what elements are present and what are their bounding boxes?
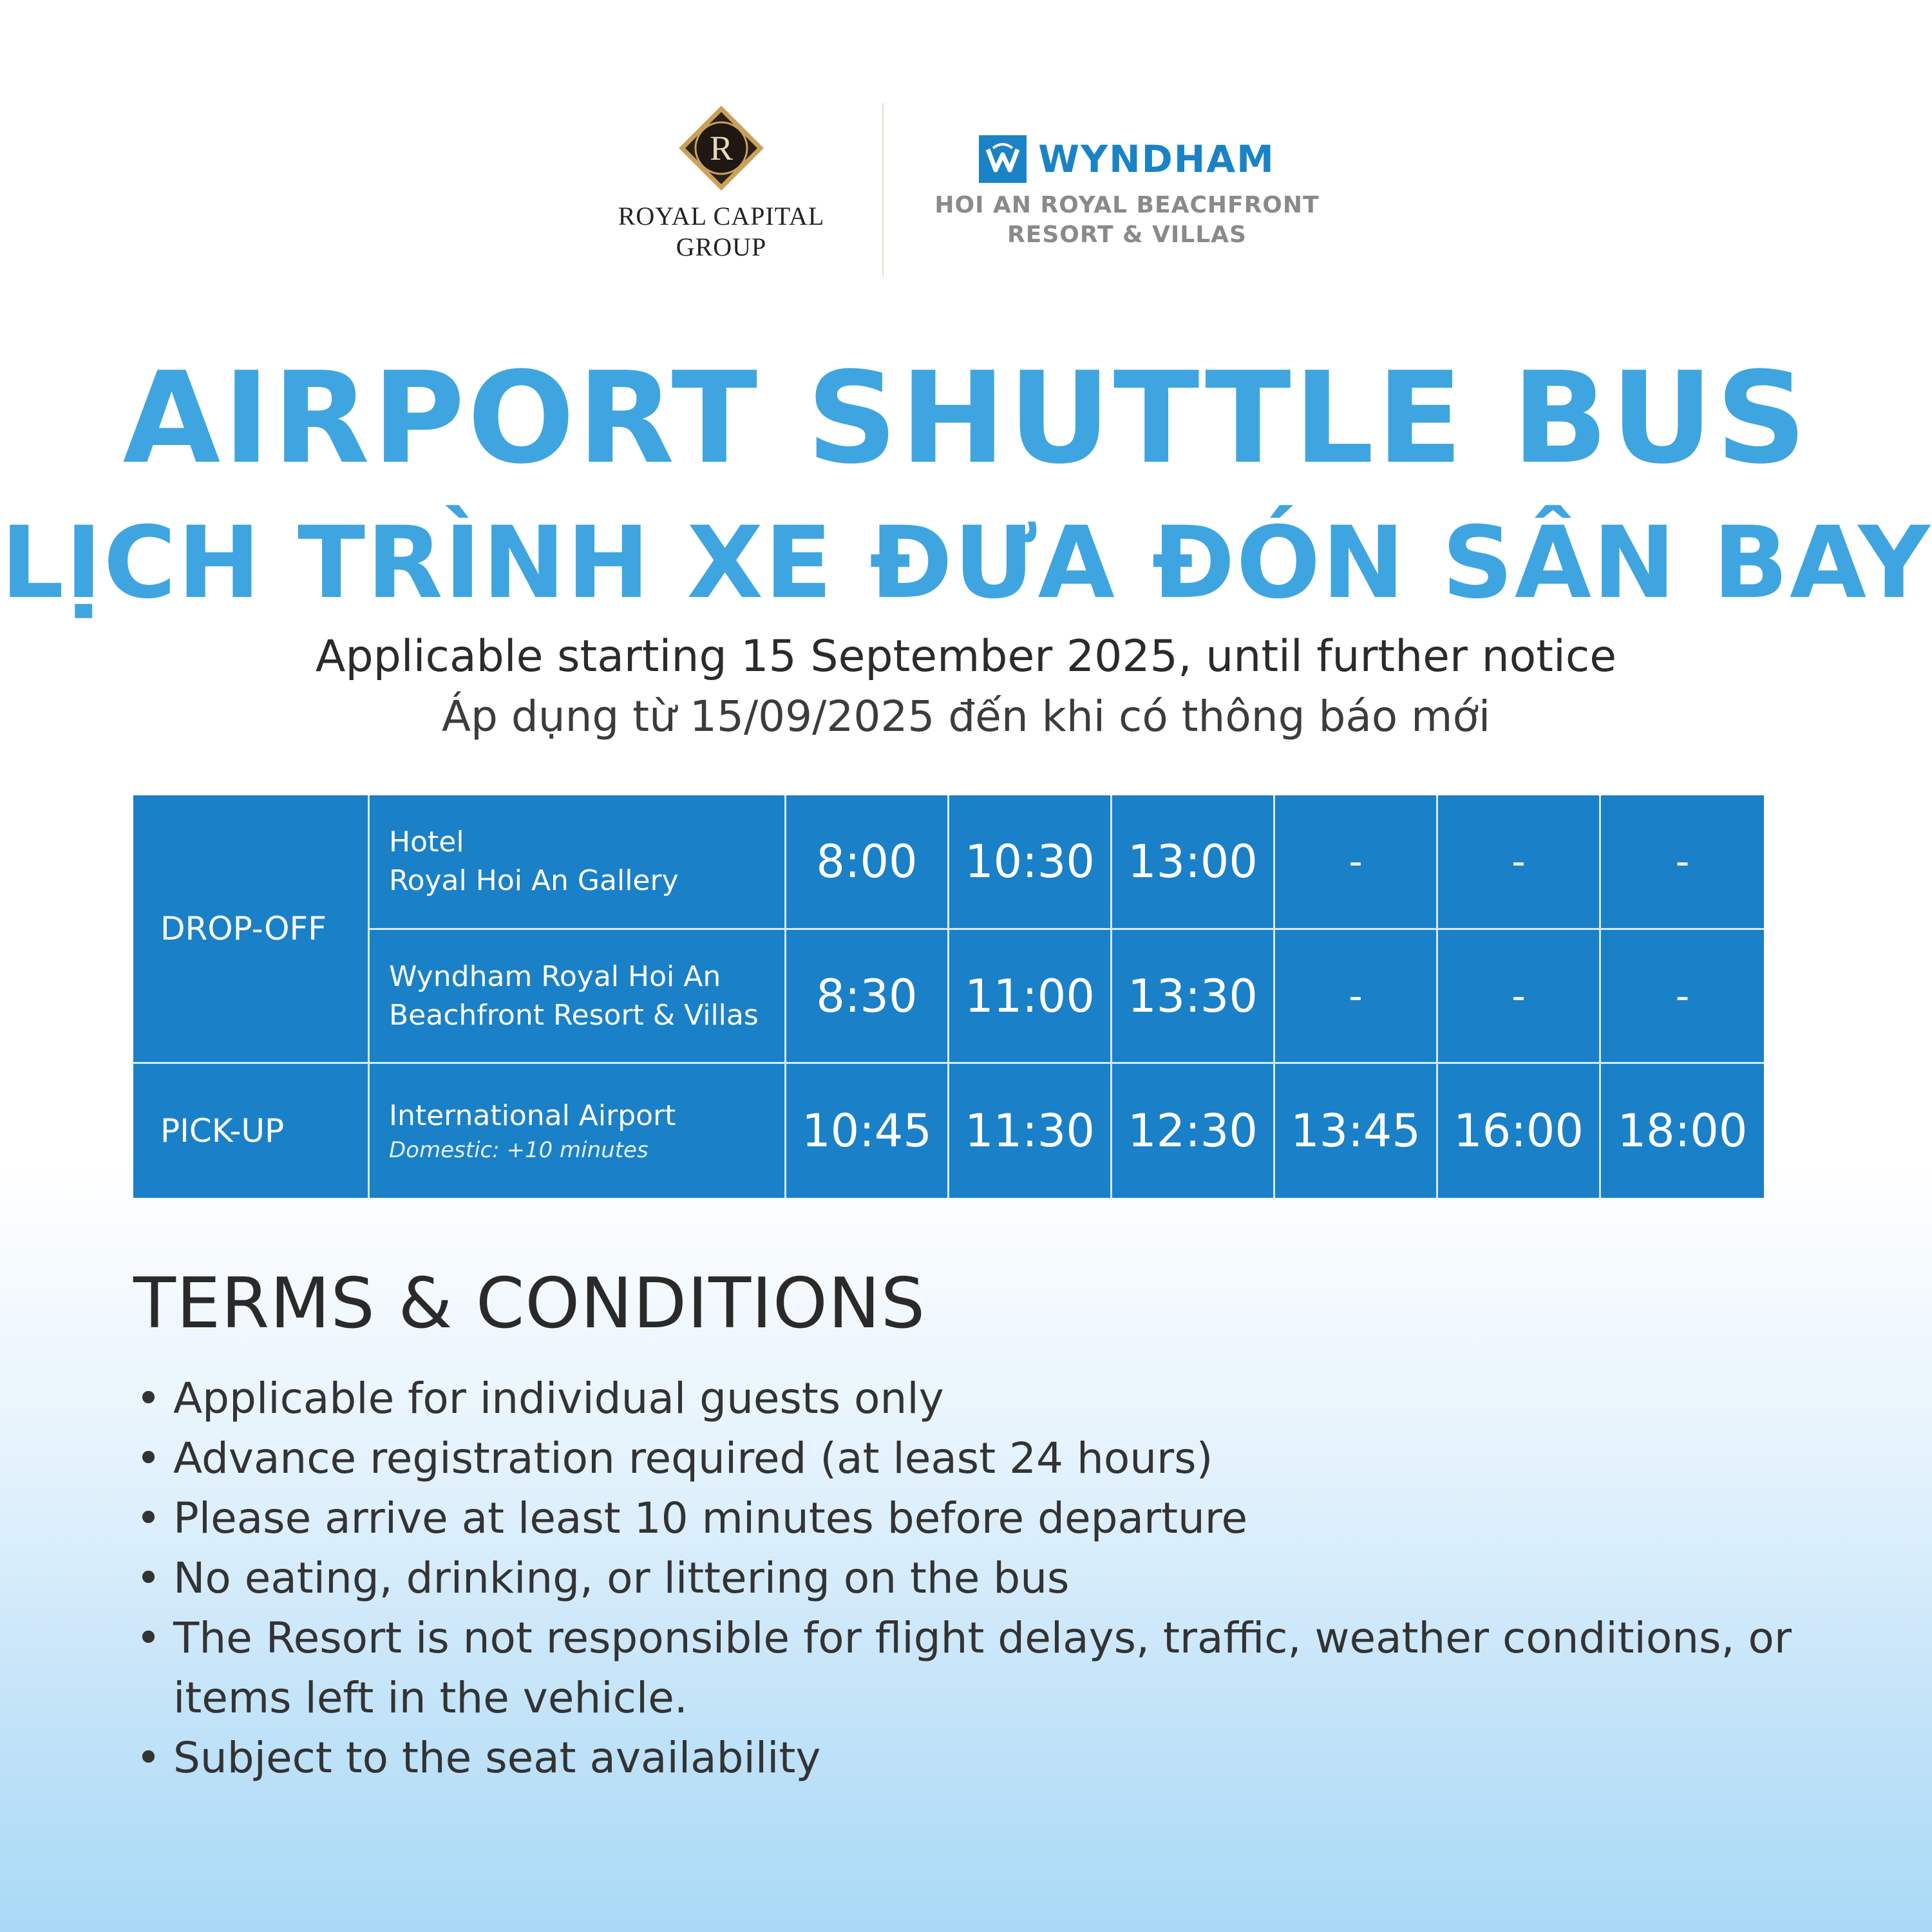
wyndham-mark-icon (979, 135, 1027, 183)
emblem-letter: R (709, 129, 734, 167)
shuttle-schedule-table (133, 795, 1764, 1198)
terms-item (133, 1728, 1808, 1788)
stop-name-line1: Wyndham Royal Hoi An (389, 960, 721, 993)
dropoff-label: DROP-OFF (133, 795, 370, 1064)
terms-item-text: Advance registration required (at least 24 hours) (173, 1434, 1213, 1483)
stop-royal-hoi-an-gallery (370, 795, 786, 930)
terms-item (133, 1368, 1808, 1428)
terms-list (133, 1368, 1808, 1788)
title-english: AIRPORT SHUTTLE BUS (122, 345, 1810, 492)
time-cell: 16:00 (1438, 1064, 1601, 1198)
time-cell-empty: - (1438, 930, 1601, 1064)
terms-item-text: Please arrive at least 10 minutes before departure (173, 1493, 1248, 1543)
time-cell: 12:30 (1112, 1064, 1275, 1198)
terms-item-text: No eating, drinking, or littering on the bus (173, 1553, 1070, 1603)
hotel-name (927, 191, 1327, 250)
royal-capital-group-logo (605, 103, 837, 263)
time-cell: 8:00 (786, 795, 949, 930)
bullet: • (136, 1493, 161, 1543)
stop-name-line1: Hotel (389, 826, 464, 858)
terms-item-text: The Resort is not responsible for flight delays, traffic, weather conditions, or items left in the vehicle. (173, 1613, 1792, 1723)
stop-name-line1: International Airport (389, 1099, 676, 1132)
group-name-line2: GROUP (676, 232, 767, 261)
bullet: • (136, 1733, 161, 1783)
time-cell: 11:30 (949, 1064, 1112, 1198)
stop-name-line2: Royal Hoi An Gallery (389, 864, 679, 897)
group-name (605, 201, 837, 263)
subtitle-english: Applicable starting 15 September 2025, until further notice (315, 631, 1617, 682)
hotel-name-line1: HOI AN ROYAL BEACHFRONT (934, 192, 1320, 218)
terms-item (133, 1428, 1808, 1488)
title-vietnamese: LỊCH TRÌNH XE ĐƯA ĐÓN SÂN BAY (1, 506, 1931, 621)
time-cell-empty: - (1275, 795, 1438, 930)
time-cell-empty: - (1275, 930, 1438, 1064)
bullet: • (136, 1553, 161, 1603)
terms-item-text: Applicable for individual guests only (173, 1374, 944, 1423)
bullet: • (136, 1434, 161, 1483)
time-cell: 10:45 (786, 1064, 949, 1198)
bullet: • (136, 1613, 161, 1663)
time-cell-empty: - (1601, 795, 1764, 930)
stop-name-line2: Beachfront Resort & Villas (389, 998, 759, 1032)
time-cell-empty: - (1438, 795, 1601, 930)
wyndham-logo (927, 135, 1327, 250)
time-cell-empty: - (1601, 930, 1764, 1064)
wyndham-wordmark: WYNDHAM (1038, 137, 1275, 181)
hotel-name-line2: RESORT & VILLAS (1007, 222, 1247, 248)
time-cell: 13:30 (1112, 930, 1275, 1064)
terms-item (133, 1608, 1808, 1728)
terms-item (133, 1488, 1808, 1548)
terms-item-text: Subject to the seat availability (173, 1733, 821, 1783)
terms-item (133, 1548, 1808, 1608)
bullet: • (136, 1374, 161, 1423)
stop-wyndham-royal-hoi-an (370, 930, 786, 1064)
time-cell: 13:45 (1275, 1064, 1438, 1198)
time-cell: 13:00 (1112, 795, 1275, 930)
pickup-label: PICK-UP (133, 1064, 370, 1198)
subtitle-vietnamese: Áp dụng từ 15/09/2025 đến khi có thông báo mới (441, 692, 1491, 741)
time-cell: 11:00 (949, 930, 1112, 1064)
royal-capital-emblem-icon (676, 103, 766, 193)
terms-title: TERMS & CONDITIONS (133, 1264, 926, 1344)
group-name-line1: ROYAL CAPITAL (618, 202, 825, 231)
logo-divider (882, 103, 884, 277)
time-cell: 10:30 (949, 795, 1112, 930)
stop-international-airport (370, 1064, 786, 1198)
time-cell: 8:30 (786, 930, 949, 1064)
domestic-note: Domestic: +10 minutes (389, 1137, 649, 1163)
time-cell: 18:00 (1617, 1104, 1748, 1157)
